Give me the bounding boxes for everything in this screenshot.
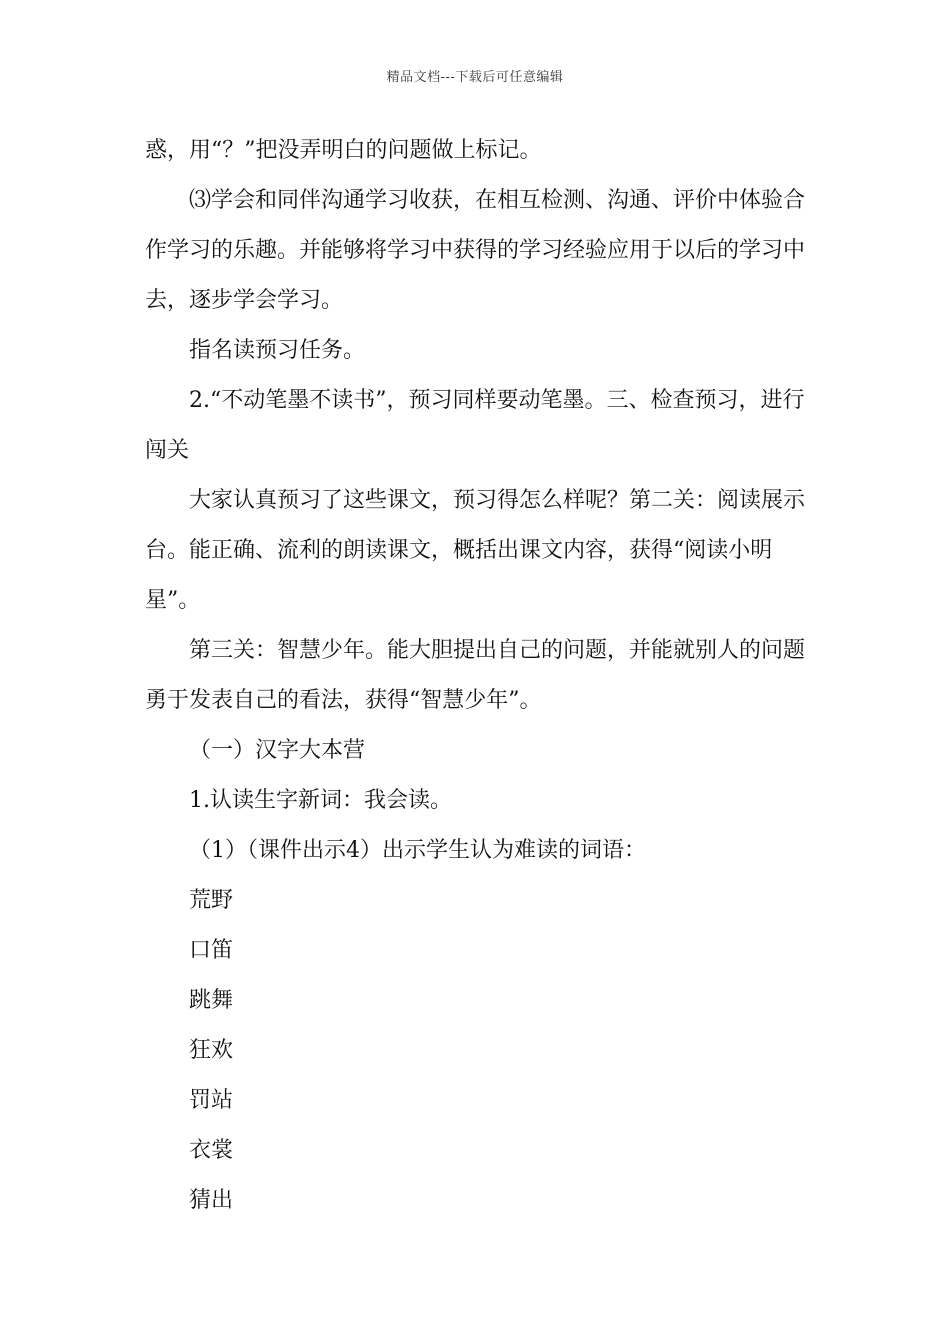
paragraph-8: 1.认读生字新词：我会读。 — [189, 788, 452, 813]
word-item: 跳舞 — [189, 988, 234, 1013]
paragraph-9: （1）（课件出示4）出示学生认为难读的词语： — [189, 838, 646, 863]
word-item: 猜出 — [189, 1188, 234, 1213]
word-item: 狂欢 — [189, 1038, 234, 1063]
page-header: 精品文档---下载后可任意编辑 — [386, 70, 564, 85]
word-item: 口笛 — [189, 938, 234, 963]
paragraph-4: 2.“不动笔墨不读书”，预习同样要动笔墨。三、检查预习，进行闯关 — [145, 388, 805, 463]
word-item: 衣裳 — [189, 1138, 234, 1163]
paragraph-1: 惑，用“？”把没弄明白的问题做上标记。 — [145, 138, 542, 163]
word-item: 荒野 — [189, 888, 234, 913]
paragraph-3: 指名读预习任务。 — [189, 338, 366, 363]
document-body — [145, 126, 810, 1226]
word-item: 罚站 — [189, 1088, 234, 1113]
paragraph-6: 第三关：智慧少年。能大胆提出自己的问题，并能就别人的问题勇于发表自己的看法，获得“智慧少年”。 — [145, 638, 806, 713]
paragraph-5: 大家认真预习了这些课文，预习得怎么样呢？第二关：阅读展示台。能正确、流利的朗读课文，概括出课文内容，获得“阅读小明星”。 — [145, 488, 806, 613]
section-heading: （一）汉字大本营 — [189, 738, 366, 763]
paragraph-2: ⑶学会和同伴沟通学习收获，在相互检测、沟通、评价中体验合作学习的乐趣。并能够将学习中获得的学习经验应用于以后的学习中去，逐步学会学习。 — [145, 188, 806, 313]
